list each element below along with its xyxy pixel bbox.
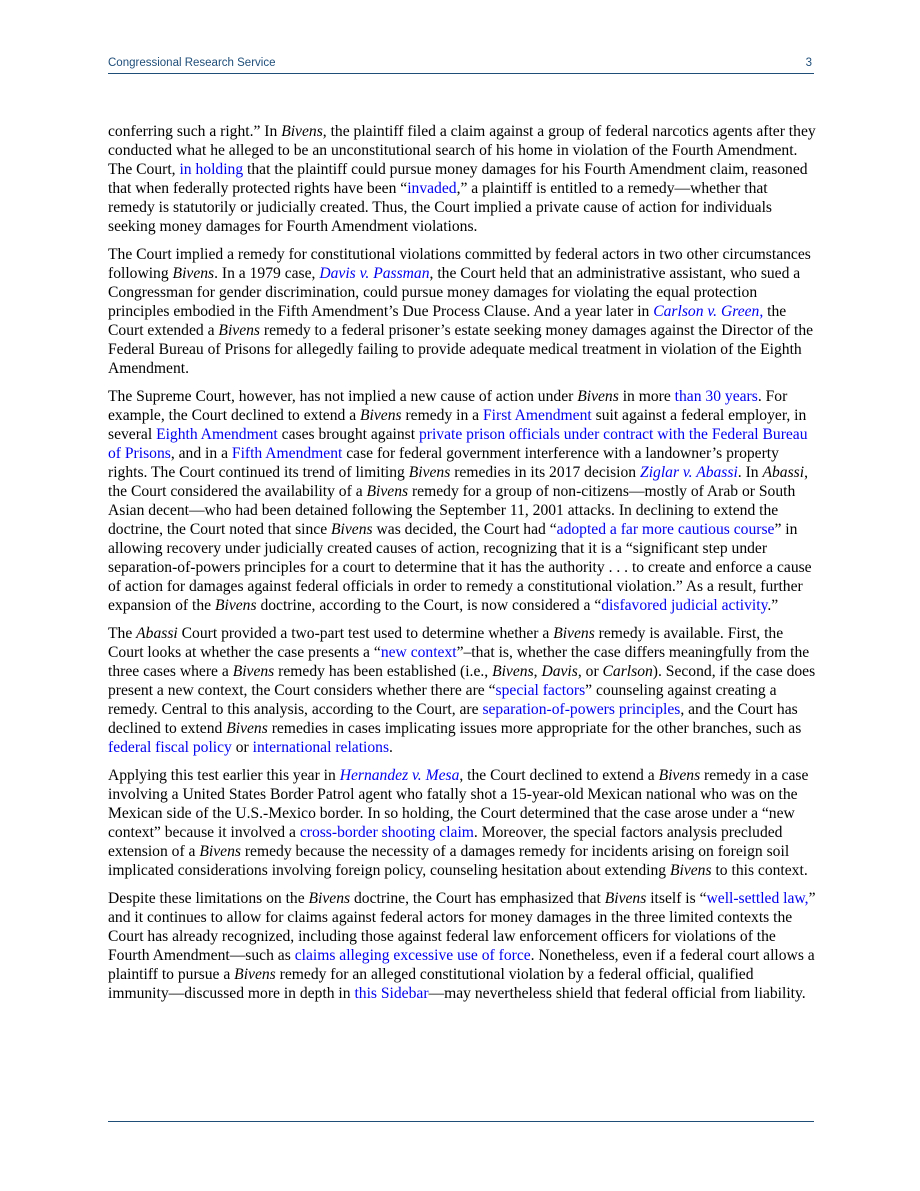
italic-text: Bivens	[492, 663, 534, 680]
text-run: remedy because the necessity of a damages remedy for incidents arising on foreign soil implicated considerations involving foreign policy, counseling hesitation about extending	[108, 843, 790, 879]
italic-text: Bivens	[366, 483, 409, 500]
text-run: ” in allowing recovery under judicially created causes of action, recognizing that it is a “significant step under separation-of-powers principles for a court to determine that it has the authority . . . to create and enforce a cause of action for damages against federal officials in order to remedy a constitutional violation.” As a result, further expansion of the	[108, 521, 812, 614]
text-run: remedies in its 2017 decision	[450, 464, 641, 481]
italic-text: Bivens	[214, 597, 257, 614]
paragraph	[108, 889, 816, 1003]
italic-text: Bivens	[308, 890, 351, 907]
hyperlink[interactable]: Carlson v. Green,	[653, 303, 764, 320]
italic-text: Bivens	[232, 663, 275, 680]
text-run: . For example, the Court declined to extend a	[108, 388, 788, 424]
text-run: .	[389, 739, 393, 756]
italic-text: Bivens	[577, 388, 619, 405]
text-run: conferring such a right.” In	[108, 123, 282, 140]
hyperlink[interactable]: Hernandez v. Mesa	[339, 767, 460, 784]
hyperlink[interactable]: than 30 years	[674, 388, 758, 405]
text-run: The	[108, 625, 137, 642]
text-run: remedy for a group of non-citizens—mostly of Arab or South Asian decent—who had been detained following the September 11, 2001 attacks. In declining to extend the doctrine, the Court noted that since	[108, 483, 796, 538]
text-run: .”	[767, 597, 779, 614]
paragraph	[108, 122, 816, 236]
hyperlink[interactable]: cross-border shooting claim	[299, 824, 474, 841]
text-run: remedy in a	[401, 407, 483, 424]
text-run: —may nevertheless shield that federal official from liability.	[428, 985, 806, 1002]
hyperlink[interactable]: Fifth Amendment	[231, 445, 343, 462]
hyperlink[interactable]: federal fiscal policy	[108, 739, 232, 756]
text-run: remedies in cases implicating issues more appropriate for the other branches, such as	[267, 720, 802, 737]
hyperlink[interactable]: this Sidebar	[354, 985, 429, 1002]
text-run: The Court implied a remedy for constitutional violations committed by federal actors in two other circumstances following	[108, 246, 811, 282]
publisher-name: Congressional Research Service	[108, 57, 276, 69]
paragraph	[108, 624, 816, 757]
footer-rule	[108, 1121, 814, 1122]
text-run: doctrine, according to the Court, is now considered a “	[256, 597, 602, 614]
text-run: ”–that is, whether the case differs meaningfully from the three cases where a	[108, 644, 810, 680]
text-run: ,” a plaintiff is entitled to a remedy—whether that remedy is statutorily or judicially created. Thus, the Court implied a private cause of action for individuals seeking money damages for Fourth Amendment violations.	[108, 180, 772, 235]
paragraph	[108, 245, 816, 378]
italic-text: Bivens	[360, 407, 402, 424]
text-run: ,	[533, 663, 542, 680]
text-run: , or	[577, 663, 603, 680]
text-run: , and the Court has declined to extend	[108, 701, 798, 737]
italic-text: Bivens	[669, 862, 712, 879]
text-run: ). Second, if the case does present a new context, the Court considers whether there are “	[108, 663, 816, 699]
italic-text: Bivens	[604, 890, 647, 907]
italic-text: Bivens	[658, 767, 701, 784]
text-run: ” and it continues to allow for claims against federal actors for money damages in the three limited contexts the Court has already recognized, including those against federal law enforcement officers for violations of the Fourth Amendment—such as	[108, 890, 816, 964]
document-body	[108, 122, 816, 1012]
hyperlink[interactable]: separation-of-powers principles	[482, 701, 681, 718]
text-run: Despite these limitations on the	[108, 890, 309, 907]
text-run: to this context.	[711, 862, 808, 879]
italic-text: Bivens	[408, 464, 451, 481]
hyperlink[interactable]: well-settled law,	[706, 890, 809, 907]
text-run: itself is “	[646, 890, 707, 907]
text-run: suit against a federal employer, in several	[108, 407, 807, 443]
italic-text: Bivens	[199, 843, 241, 860]
text-run: , the plaintiff filed a claim against a group of federal narcotics agents after they conducted what he alleged to be an unconstitutional search of his home in violation of the Fourth Amendment. The Court,	[108, 123, 816, 178]
italic-text: Abassi	[762, 464, 805, 481]
text-run: the Court extended a	[108, 303, 787, 339]
text-run: ” counseling against creating a remedy. Central to this analysis, according to the Court, are	[108, 682, 777, 718]
paragraph	[108, 387, 816, 615]
italic-text: Carlson	[602, 663, 653, 680]
hyperlink[interactable]: Davis v. Passman	[319, 265, 430, 282]
italic-text: Bivens	[218, 322, 260, 339]
text-run: remedy to a federal prisoner’s estate seeking money damages against the Director of the Federal Bureau of Prisons for allegedly failing to provide adequate medical treatment in violation of the Eighth Amendment.	[108, 322, 814, 377]
hyperlink[interactable]: in holding	[179, 161, 244, 178]
hyperlink[interactable]: First Amendment	[483, 407, 592, 424]
text-run: case for federal government interference with a landowner’s property rights. The Court continued its trend of limiting	[108, 445, 779, 481]
text-run: remedy for an alleged constitutional violation by a federal official, qualified immunity—discussed more in depth in	[108, 966, 754, 1002]
italic-text: Bivens	[331, 521, 373, 538]
text-run: , the Court declined to extend a	[459, 767, 659, 784]
text-run: , and in a	[170, 445, 232, 462]
page-number: 3	[805, 57, 812, 69]
hyperlink[interactable]: special factors	[495, 682, 586, 699]
text-run: , the Court considered the availability of a	[108, 464, 808, 500]
text-run: remedy in a case involving a United States Border Patrol agent who fatally shot a 15-year-old Mexican national who was on the Mexican side of the U.S.-Mexico border. In so holding, the Court determined that the case arose under a “new context” because it involved a	[108, 767, 809, 841]
hyperlink[interactable]: claims alleging excessive use of force	[294, 947, 531, 964]
text-run: . In	[737, 464, 763, 481]
italic-text: Bivens	[226, 720, 268, 737]
italic-text: Bivens	[553, 625, 595, 642]
hyperlink[interactable]: disfavored judicial activity	[601, 597, 768, 614]
text-run: The Supreme Court, however, has not implied a new cause of action under	[108, 388, 578, 405]
hyperlink[interactable]: Ziglar v. Abassi	[640, 464, 738, 481]
paragraph	[108, 766, 816, 880]
text-run: , the Court held that an administrative assistant, who sued a Congressman for gender discrimination, could pursue money damages for violating the equal protection principles embodied in the Fifth Amendment’s Due Process Clause. And a year later in	[108, 265, 801, 320]
text-run: Applying this test earlier this year in	[108, 767, 340, 784]
italic-text: Bivens	[234, 966, 276, 983]
italic-text: Davis	[541, 663, 578, 680]
hyperlink[interactable]: adopted a far more cautious course	[556, 521, 775, 538]
text-run: cases brought against	[277, 426, 419, 443]
hyperlink[interactable]: private prison officials under contract with the Federal Bureau of Prisons	[108, 426, 808, 462]
text-run: remedy has been established (i.e.,	[274, 663, 493, 680]
italic-text: Bivens	[281, 123, 323, 140]
text-run: remedy is available. First, the Court looks at whether the case presents a “	[108, 625, 784, 661]
page-header	[108, 55, 814, 74]
text-run: that the plaintiff could pursue money damages for his Fourth Amendment claim, reasoned that when federally protected rights have been “	[108, 161, 808, 197]
hyperlink[interactable]: invaded	[407, 180, 457, 197]
text-run: in more	[618, 388, 675, 405]
hyperlink[interactable]: new context	[380, 644, 457, 661]
text-run: . Moreover, the special factors analysis precluded extension of a	[108, 824, 783, 860]
hyperlink[interactable]: international relations	[252, 739, 390, 756]
italic-text: Abassi	[136, 625, 178, 642]
text-run: was decided, the Court had “	[372, 521, 557, 538]
text-run: doctrine, the Court has emphasized that	[350, 890, 605, 907]
hyperlink[interactable]: Eighth Amendment	[156, 426, 278, 443]
text-run: . In a 1979 case,	[214, 265, 320, 282]
text-run: or	[231, 739, 253, 756]
italic-text: Bivens	[172, 265, 215, 282]
text-run: . Nonetheless, even if a federal court allows a plaintiff to pursue a	[108, 947, 815, 983]
text-run: Court provided a two-part test used to determine whether a	[177, 625, 554, 642]
